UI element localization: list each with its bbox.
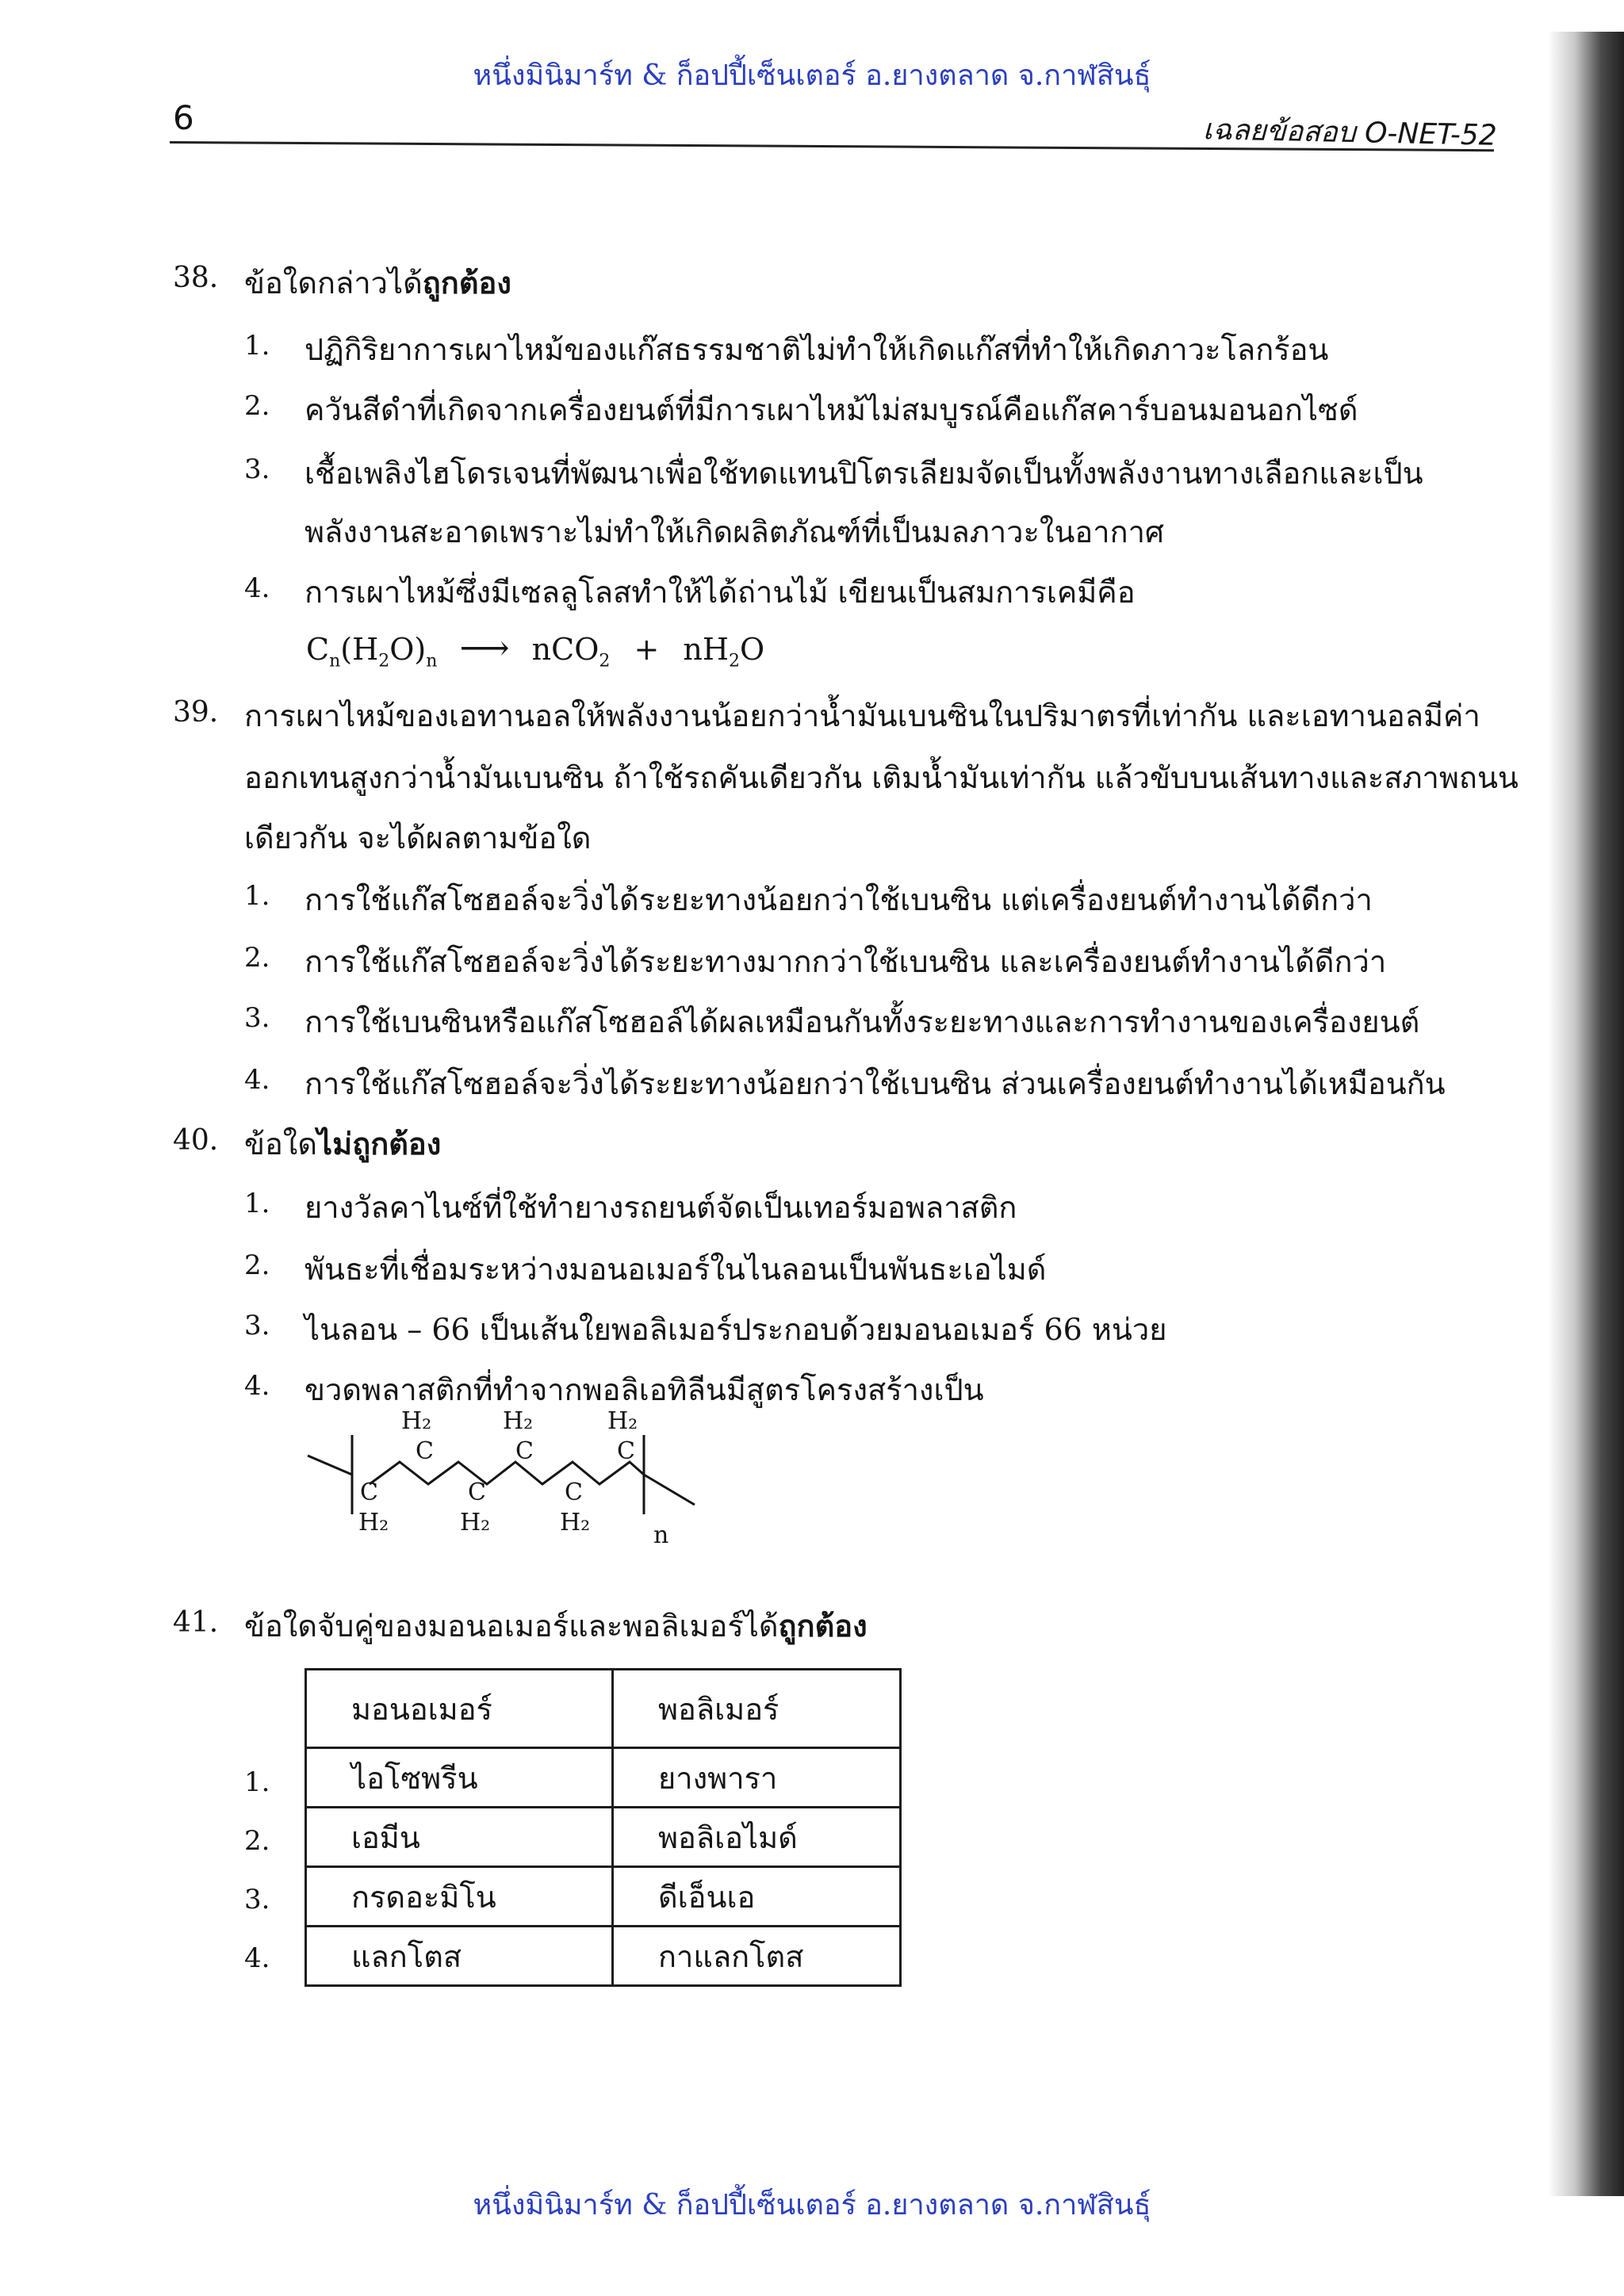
q40-stem-bold: ไม่ถูกต้อง [317,1126,442,1161]
table-header-row [306,1670,901,1748]
bottom-c-2: C [468,1479,486,1506]
q38-option-4-number: 4. [244,572,270,604]
q41-row-3-number: 3. [244,1884,270,1915]
eq-sub-n1: n [329,651,341,672]
eq-c: C [306,632,330,667]
row-1-polymer: ยางพารา [613,1748,901,1808]
bottom-h2-3: H₂ [560,1509,591,1536]
row-4-polymer: กาแลกโตส [613,1927,901,1986]
eq-sub-2b: 2 [599,651,611,672]
top-h2-2: H₂ [503,1411,534,1435]
q41-row-1-number: 1. [244,1766,270,1798]
q38-option-3-number: 3. [244,453,270,485]
header-monomer: มอนอเมอร์ [306,1670,613,1748]
q38-option-1-text: ปฏิกิริยาการเผาไหม้ของแก๊สธรรมชาติไม่ทำให้เกิดแก๊สที่ทำให้เกิดภาวะโลกร้อน [304,332,1329,367]
bond-left-end [308,1456,352,1475]
eq-sub-n2: n [426,651,438,672]
bottom-h2-2: H₂ [460,1509,491,1536]
eq-sub-2c: 2 [729,651,740,672]
q38-option-2-number: 2. [244,390,270,422]
eq-o2: O [740,632,765,667]
top-h2-3: H₂ [607,1411,638,1435]
table-row [306,1927,901,1986]
q40-option-3-text: ไนลอน – 66 เป็นเส้นใยพอลิเมอร์ประกอบด้วยมอนอเมอร์ 66 หน่วย [304,1312,1167,1347]
row-2-monomer: เอมีน [306,1808,613,1867]
bottom-c-3: C [565,1479,583,1506]
q40-option-3-number: 3. [244,1310,270,1341]
q40-option-4-text: ขวดพลาสติกที่ทำจากพอลิเอทิลีนมีสูตรโครงสร้างเป็น [304,1372,984,1407]
q39-option-1-text: การใช้แก๊สโซฮอล์จะวิ่งได้ระยะทางน้อยกว่าใช้เบนซิน แต่เครื่องยนต์ทำงานได้ดีกว่า [304,882,1373,917]
combustion-equation [306,628,764,672]
q41-stem-bold: ถูกต้อง [778,1608,868,1644]
eq-h: (H [340,632,379,667]
header-polymer: พอลิเมอร์ [613,1670,901,1748]
q41-row-2-number: 2. [244,1825,270,1857]
q38-option-2-text: ควันสีดำที่เกิดจากเครื่องยนต์ที่มีการเผาไหม้ไม่สมบูรณ์คือแก๊สคาร์บอนมอนอกไซด์ [304,392,1358,427]
q39-number: 39. [173,696,219,729]
bottom-c-1: C [360,1479,378,1506]
bond-right-end [644,1475,695,1505]
q39-stem-line2: ออกเทนสูงกว่าน้ำมันเบนซิน ถ้าใช้รถคันเดียวกัน เติมน้ำมันเท่ากัน แล้วขับบนเส้นทางและสภาพถนน [244,760,1519,795]
q39-stem-line1: การเผาไหม้ของเอทานอลให้พลังงานน้อยกว่าน้ำมันเบนซินในปริมาตรที่เท่ากัน และเอทานอลมีค่า [244,698,1480,733]
q38-stem-bold: ถูกต้อง [422,265,511,300]
bottom-h2-1: H₂ [358,1509,389,1536]
table-row [306,1867,901,1927]
top-c-1: C [416,1437,434,1465]
repeat-n: n [653,1521,669,1549]
q39-option-4-number: 4. [244,1064,270,1096]
q40-stem [244,1119,441,1168]
page-number: 6 [173,98,194,137]
pair-table [304,1668,902,1987]
q39-stem-line3: เดียวกัน จะได้ผลตามข้อใด [244,821,592,855]
top-h2-1: H₂ [401,1411,432,1435]
q40-option-2-text: พันธะที่เชื่อมระหว่างมอนอเมอร์ในไนลอนเป็นพันธะเอไมด์ [304,1252,1047,1287]
q39-option-2-text: การใช้แก๊สโซฮอล์จะวิ่งได้ระยะทางมากกว่าใช้เบนซิน และเครื่องยนต์ทำงานได้ดีกว่า [304,944,1387,979]
q41-stem [244,1601,868,1650]
q41-row-4-number: 4. [244,1942,270,1974]
monomer-polymer-table [304,1668,902,1987]
q40-option-2-number: 2. [244,1249,270,1281]
table-row [306,1748,901,1808]
q38-number: 38. [173,262,219,294]
reaction-arrow-icon: ⟶ [459,628,510,668]
top-c-2: C [515,1437,534,1465]
q39-option-3-text: การใช้เบนซินหรือแก๊สโซฮอล์ได้ผลเหมือนกันทั้งระยะทางและการทำงานของเครื่องยนต์ [304,1004,1420,1039]
q40-option-4-number: 4. [244,1370,270,1402]
top-c-3: C [617,1437,635,1465]
q38-option-3-text-line2: พลังงานสะอาดเพราะไม่ทำให้เกิดผลิตภัณฑ์ที่เป็นมลภาวะในอากาศ [304,515,1165,549]
footer-banner: หนึ่งมินิมาร์ท & ก็อปปี้เซ็นเตอร์ อ.ยางตลาด จ.กาฬสินธุ์ [473,2189,1151,2221]
row-1-monomer: ไอโซพรีน [306,1748,613,1808]
q38-option-3-text: เชื้อเพลิงไฮโดรเจนที่พัฒนาเพื่อใช้ทดแทนปิโตรเลียมจัดเป็นทั้งพลังงานทางเลือกและเป็น [304,456,1423,491]
q38-option-1-number: 1. [244,330,270,362]
q40-stem-prefix: ข้อใด [244,1127,318,1161]
q39-option-1-number: 1. [244,880,270,912]
eq-plus: + [634,632,660,667]
q38-stem-prefix: ข้อใดกล่าวได้ [244,266,423,300]
q41-number: 41. [173,1606,219,1639]
q41-stem-prefix: ข้อใดจับคู่ของมอนอเมอร์และพอลิเมอร์ได้ [244,1609,779,1644]
eq-o: O) [389,632,427,667]
row-4-monomer: แลกโตส [306,1927,613,1986]
row-2-polymer: พอลิเอไมด์ [613,1808,901,1867]
q40-option-1-number: 1. [244,1188,270,1219]
q38-option-4-text: การเผาไหม้ซึ่งมีเซลลูโลสทำให้ได้ถ่านไม้ เขียนเป็นสมการเคมีคือ [304,575,1136,610]
q39-option-3-number: 3. [244,1002,270,1034]
polymer-zigzag-bonds [370,1462,644,1484]
table-row [306,1808,901,1867]
eq-sub-2a: 2 [378,651,390,672]
q39-option-2-number: 2. [244,942,270,974]
q39-option-4-text: การใช้แก๊สโซฮอล์จะวิ่งได้ระยะทางน้อยกว่าใช้เบนซิน ส่วนเครื่องยนต์ทำงานได้เหมือนกัน [304,1066,1446,1101]
running-title: เฉลยข้อสอบ O-NET-52 [1202,113,1498,152]
q40-number: 40. [173,1124,219,1157]
row-3-polymer: ดีเอ็นเอ [613,1867,901,1927]
polyethylene-structure [304,1411,717,1554]
header-banner: หนึ่งมินิมาร์ท & ก็อปปี้เซ็นเตอร์ อ.ยางตลาด จ.กาฬสินธุ์ [473,59,1151,92]
q40-option-1-text: ยางวัลคาไนซ์ที่ใช้ทำยางรถยนต์จัดเป็นเทอร์มอพลาสติก [304,1190,1017,1225]
row-3-monomer: กรดอะมิโน [306,1867,613,1927]
eq-nh: nH [683,632,729,667]
q38-stem [244,258,511,307]
eq-nco: nCO [531,632,599,667]
